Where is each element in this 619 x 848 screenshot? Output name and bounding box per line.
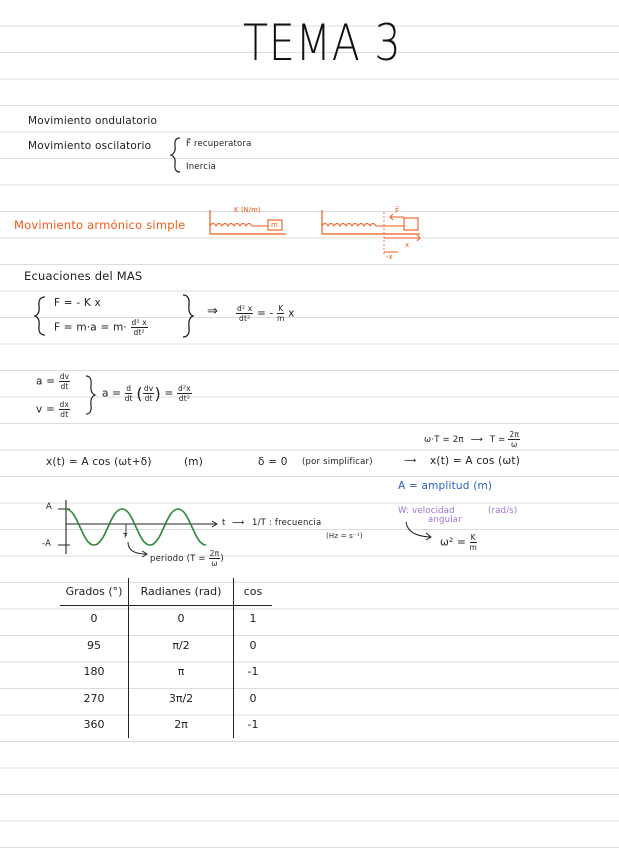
header-cos: cos [234, 578, 273, 605]
frac-den: dt [60, 382, 69, 391]
chain-eq: = [164, 387, 174, 400]
frac-den: dt [60, 410, 69, 419]
frac-num: d²x [177, 384, 191, 393]
eq-newton [54, 318, 148, 337]
cell-radianes: π [129, 659, 234, 686]
cell-radianes: 2π [129, 712, 234, 739]
neg-x-label: -x [386, 253, 393, 261]
frecuencia-label: 1/T : frecuencia [252, 518, 322, 528]
frac-den: m [277, 314, 285, 323]
d-frac [125, 384, 133, 403]
frac-num: d² x [237, 304, 253, 313]
cell-radianes: 3π/2 [129, 685, 234, 712]
frac-den: ω [211, 559, 218, 568]
res-frac-1 [236, 304, 253, 323]
v-left: v = [36, 403, 55, 416]
omega-def-2: angular [428, 515, 462, 525]
frac-den: m [469, 543, 477, 552]
table-row [60, 712, 272, 739]
eq-xt-simple: x(t) = A cos (ωt) [430, 455, 521, 467]
movimiento-ondulatorio: Movimiento ondulatorio [28, 115, 158, 127]
frac-den: dt² [178, 394, 191, 403]
def-v [36, 400, 70, 419]
omega2-left: ω² = [440, 536, 466, 549]
table-row [60, 685, 272, 712]
periodo-frac [209, 549, 221, 568]
eq-newton-left: F = m·a = m· [54, 321, 127, 334]
cell-cos: -1 [247, 665, 259, 679]
frac-num: K [470, 533, 476, 542]
periodo-eq: (T = [186, 554, 206, 564]
eq-hooke: F = - K x [54, 297, 101, 309]
res-tail: x [288, 307, 295, 320]
graph-T-mark: T [123, 532, 128, 540]
left-brace-icon [170, 136, 184, 176]
cell-grados: 0 [60, 605, 129, 632]
page-title: TEMA 3 [243, 14, 402, 72]
amplitud-def: A = amplitud (m) [398, 480, 493, 492]
graph-A-label: A [46, 502, 53, 512]
table-row [60, 659, 272, 686]
cell-radianes: 0 [129, 605, 234, 632]
cell-grados: 360 [60, 712, 129, 739]
curved-arrow-icon [404, 520, 438, 542]
cell-cos: 0 [249, 691, 257, 705]
def-a-chain [102, 384, 192, 403]
angle-table [60, 578, 272, 738]
mass-label: m [271, 221, 278, 229]
curved-arrow-icon [122, 540, 152, 560]
res-eq: = - [256, 307, 274, 320]
spring-diagram-displaced [320, 208, 430, 258]
spring-k-label: K (N/m) [234, 206, 261, 214]
cell-grados: 270 [60, 685, 129, 712]
a-left: a = [36, 375, 56, 388]
def-a [36, 372, 70, 391]
mas-heading: Movimiento armónico simple [14, 218, 186, 232]
hz-label: (Hz = s⁻¹) [326, 532, 363, 540]
cell-grados: 180 [60, 659, 129, 686]
left-brace-icon [34, 295, 48, 339]
item-inercia: Inercia [186, 162, 217, 172]
cell-cos: -1 [247, 718, 259, 732]
cell-grados: 95 [60, 632, 129, 659]
arrow-icon: ⟶ [470, 435, 483, 445]
x-label: x [405, 241, 410, 249]
eq-result [236, 304, 295, 323]
cell-cos: 0 [249, 638, 257, 652]
right-brace-icon [180, 293, 194, 341]
movimiento-oscilatorio: Movimiento oscilatorio [28, 140, 152, 152]
arrow-icon: ⟶ [232, 518, 245, 528]
table-row [60, 605, 272, 632]
graph-t-axis: t [222, 518, 226, 528]
header-grados: Grados (°) [60, 578, 129, 605]
frac-num: d² x [131, 318, 147, 327]
res-frac-2 [277, 304, 285, 323]
table-header-row [60, 578, 272, 605]
graph-negA-label: -A [42, 539, 52, 549]
omega-def-1: W: velocidad [398, 506, 455, 516]
frac-num: 2π [509, 430, 520, 439]
paren-close: ) [154, 384, 161, 403]
a-frac [59, 372, 71, 391]
frac-num: dx [59, 400, 70, 409]
dv-frac [143, 384, 155, 403]
frac-num: dv [59, 372, 70, 381]
cell-radianes: π/2 [129, 632, 234, 659]
frac-num: dv [143, 384, 154, 393]
eq-xt-unit: (m) [184, 456, 204, 468]
omega2-frac [469, 533, 477, 552]
d2-frac [177, 384, 192, 403]
right-brace-icon [84, 374, 96, 418]
omega-unit: (rad/s) [488, 506, 518, 516]
frac-num: K [278, 304, 284, 313]
frac-num: d [126, 384, 132, 393]
arrow-icon: ⟶ [404, 456, 417, 466]
periodo-label [150, 549, 224, 568]
T-eq: T = [489, 435, 506, 445]
periodo-text: periodo [150, 554, 184, 564]
implies-arrow: ⇒ [207, 304, 219, 319]
ecuaciones-heading: Ecuaciones del MAS [24, 269, 143, 283]
v-frac [59, 400, 71, 419]
frac-den: ω [511, 440, 518, 449]
frac-den: dt² [239, 314, 251, 323]
omega-T-relation [424, 430, 520, 449]
frac-den: dt² [133, 328, 145, 337]
table-row [60, 632, 272, 659]
eq-xt: x(t) = A cos (ωt+δ) [46, 456, 152, 468]
delta-note: (por simplificar) [302, 457, 373, 467]
a-eq: a = [102, 387, 122, 400]
T-frac [508, 430, 520, 449]
omega-squared [440, 533, 477, 552]
omega-T: ω·T = 2π [424, 435, 464, 445]
force-label: F⃗ [395, 207, 400, 215]
frac-den: dt [124, 394, 133, 403]
paren-close: ) [220, 554, 224, 564]
paren-open: ( [136, 384, 143, 403]
item-recuperatora: F⃗ recuperatora [186, 139, 252, 149]
frac-num: 2π [209, 549, 220, 558]
header-radianes: Radianes (rad) [129, 578, 234, 605]
frac-den: dt [144, 394, 153, 403]
delta-zero: δ = 0 [258, 456, 288, 468]
eq-newton-frac [131, 318, 148, 337]
cell-cos: 1 [249, 612, 257, 626]
